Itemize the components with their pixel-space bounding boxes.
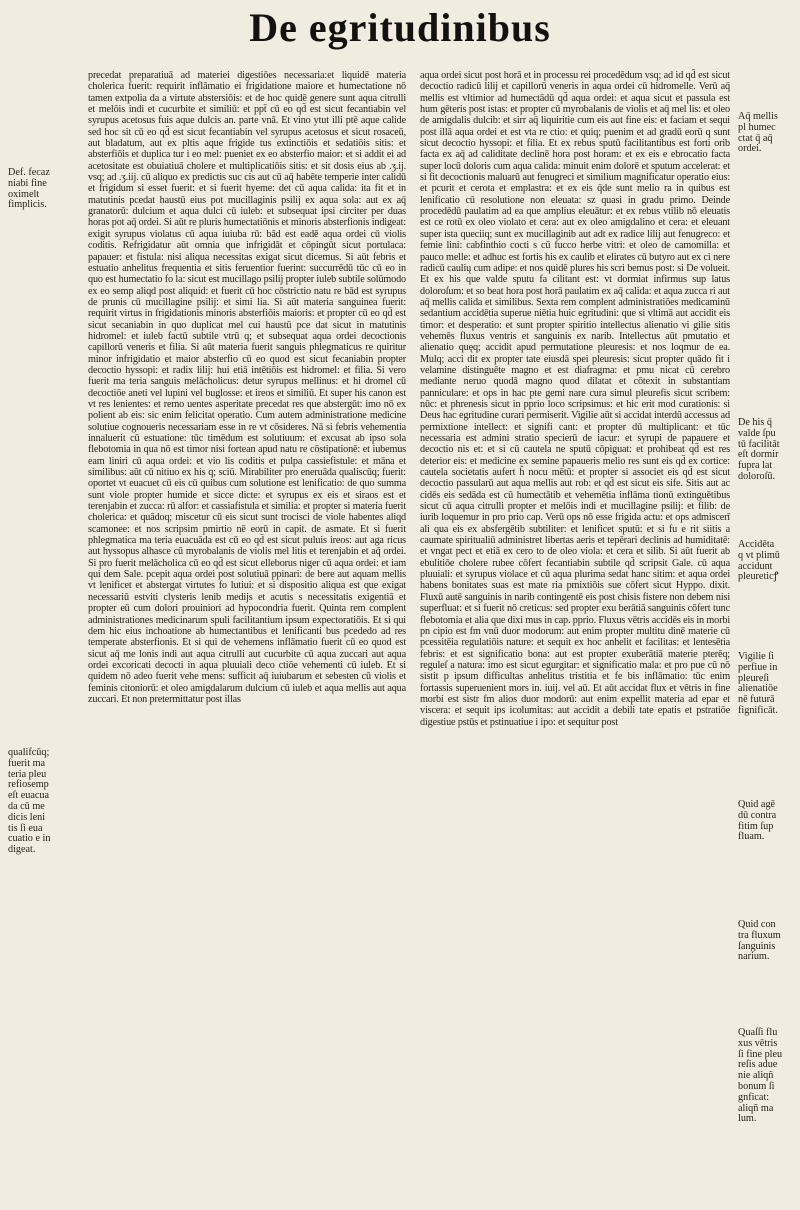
margin-line: pleureticꝭ: [738, 571, 779, 583]
margin-note-right-3: [738, 540, 798, 583]
margin-line: fignificāt.: [738, 704, 778, 716]
margin-note-right-6: [738, 920, 798, 963]
margin-line: q vt plimū: [738, 549, 780, 561]
margin-line: teria pleu: [8, 768, 47, 780]
margin-line: nē futurā: [738, 694, 775, 706]
margin-line: ſanguinis: [738, 940, 776, 952]
margin-line: pl humec: [738, 121, 776, 133]
margin-line: aliqñ ma: [738, 1102, 774, 1114]
margin-line: fuerit ma: [8, 757, 46, 769]
margin-line: accidunt: [738, 560, 773, 572]
margin-line: Quid agē: [738, 799, 776, 810]
margin-line: bonum ſi: [738, 1080, 775, 1092]
margin-line: tū facilitāt: [738, 438, 780, 450]
margin-line: niabi fine: [8, 177, 47, 189]
margin-line: nie aliqñ: [738, 1070, 774, 1082]
margin-note-left-2: [8, 748, 86, 856]
margin-line: alienatiōe: [738, 683, 778, 695]
margin-line: xus vētris: [738, 1037, 778, 1049]
margin-line: Def. fecaz: [8, 167, 50, 178]
margin-line: Vigilie ſi: [738, 651, 774, 662]
margin-note-left-1: [8, 168, 86, 211]
margin-line: fluam.: [738, 831, 765, 843]
margin-line: ctat q̄ aq̄: [738, 132, 773, 144]
text-column-left: [88, 70, 406, 1190]
margin-line: gnficat:: [738, 1091, 770, 1103]
margin-line: da cū me: [8, 800, 45, 812]
text-column-right: [420, 70, 730, 1190]
margin-line: ordei.: [738, 143, 762, 155]
margin-line: fitim ſup: [738, 820, 774, 832]
margin-note-right-4: [738, 652, 798, 717]
margin-line: Quid con: [738, 919, 776, 930]
margin-note-right-1: [738, 112, 798, 155]
margin-line: lum.: [738, 1113, 757, 1125]
margin-line: eſt euacua: [8, 790, 50, 802]
margin-line: cuatio e in: [8, 833, 51, 845]
margin-line: refiosemp: [8, 779, 49, 791]
margin-note-right-5: [738, 800, 798, 843]
margin-line: valde ſpu: [738, 427, 776, 439]
running-title: De egritudinibus: [249, 5, 551, 50]
margin-line: pleureſi: [738, 672, 770, 684]
margin-line: De his q̄: [738, 417, 772, 428]
column-right-text: aqua ordei sicut post horā et in processu rei procedēdum vsq; ad id qd̄ est sicut decoctio radicū lilij et capillorū veneris in aqua ordei cū hidromelle. Verū aq̄ mellis est vltimior ad humectādū qd̄ aqua ordei: et aqua sicut et passula est hum gēteris post istas: et propter cū myrobalanis de violis et aq̄ mel lis: et oleo de amigdalis dulcib: et sirr aq̄ liquiritie cum eis aut fine eis: et faciam et sequi post illā aqua ordei et est vta re ctio: et quiq; puenim et ad gradū eorū q sunt sicut decoctio hyssopi: et filia. Et ex rebus sputū facilitantibus est forti orib facta ex aq̄ ad caliditate declinē hora post horam: et ex eis e ebrocatio facta super locū doloris cum aqua calida: minuit enim dolorē et sputum accelerat: et si fit decoctionis maluarū aut fenugreci et similium magnificatur operatio eius: et pcurit et cerota et emplastra: et ex eis q̄de sunt melio ra in quibus est lenificatio cū resolutione non eleuata: sz quasi in gradu primo. Deinde procedēdū paulatim ad ea que amplius eleuātur: et ex rebus vtilib nō eleuatis est ce rotū ex oleo violato et cera: aut ex oleo amigdalino et cera: et eleuant super ista queciiq; sunt ex mucillaginib aut adt ex radice lilij aut fenugreco: et femie lini: cabfinthio cocti s cū fucco herbe vitri: et oleo de camomilla: et pauco melle: et adhuc est fortis his ex caulib et elirates cū butyro aut ex ci nere radicū caulių cum adipe: et nos quidē plures his scri bemus post: si De volueit. Et ex his que valde sputu fa cilitant est: vt dormiat infirmus sup latus doloroſum: et so beat hora post horā paulatim ex aq̄ calida: et aqua zucca ri aut aq̄ mellis calida et similibus. Sexta rem complent administratiōes medicaminū sedantium accidētia superue niētia huic egritudini: que si vltimā aut accidit eis timor: et desperatio: et sunt propter spiritio intellectus alienatio vi gilie sitis vehemēs fluxus ventris et sanguinis ex narib. Intellectus aūt pmutatio et alienatio quęq; accidit apud permutatione pleuresis: et nos loqmur de ea. Mulq; acci dit ex propter tate eiusdā spei pleuresis: sicut propter quādo fit i velamine distinguēte magno et est diafragma: et pmu nicat cū cerebro mediante neruo quodā magno quod dilatat et cōtexit in substantiam panniculare: et ops in hac pte gemi nare cura simul pleurefis sicut scribem: nūc: et phrenesis sicut in pprio loco scripsimus: et hic erit mod curationis: si Deus hac egritudine curari permiserit. Vigilie aūt si accidat interdū accessus ad permixtione intellect: et signifi cant: et propter dū multiplicant: et tūc necessaria est admini stratio specierū de iacur: et syrupi de papauere et decoctio nis et: et si cū cautela ne sputū cōpiguat: et prohibeat qd̄ est res deterior eis: et medicine ex semine papaueris melio res sunt eis qd̄ ex cortice: cautela societatis aufert ĥ nocu mētū: et propter si associet eis qd̄ est sicut decoctio passularū aut aqua mellis aut rob: et qd̄ est sicut eis sife. Sitis aut ac cidēs eis sedāda est cū humectātib et vehemētia inflāma tionū extinguētibus sicut cū aqua citrulli propter et melōis indi et mucillagine psilij: et filib: de iurib loquemur in pro prio cap. Verū ops nō esse frigida actu: et ops admiscerī ali qua eis ex absfergētib subtiliter: et lenificet sputū: et si fu e rit siitis a caumate spiritualiū administret libertas aeris et tepērari declinis ad humiditatē: et vngat pect et etiā ex cero to de oleo viola: et cera et silib. Si aūt fuerit ab ebulitiōe cholere rubee cōfert fecantiabin subtile qd̄ scripsit Gale. cū aqua pluuiali: et syrupus violace et cū aqua plurima sedat hanc sitim: et aqua ordei habens bonitates suas est mate ria pmixtiōis sue cōfert sicut Hyppo. dixit. Fluxū autē sanguinis in narib contingentē eis post chisis fistere non debem nisi superfluat: et si fuerit nō creticus: sed propter exu berātiā sanguinis cōfert tunc flebotomia et alia que dixi mus in cap. pprio. Fluxus vētris accidēs eis in morbi pn cipio est fm vnū duor modorum: aut enim propter multitu dinē materie cū pcessitēia regulatiōis nature: et sequit ex hoc anhelit et facilitas: et lentesētia febris: et est significatio bona: aut est propter exuberātiā materie pterēq; reguleſ a natura: imo est sicut egurgitar: et significatio mala: et pro pue cū nō sistit p ipsum difficultas anhelitus tristitia et fe bis inflāmatio: tūc enim fortassis superuenient mors in. iuij. vel aū. Et aūt accidat flux et vētris in fine morbi est sistr fm alios duor modorū: aut enim expellit materia ad epar et viscera: et sequit ips icolumitas: aut accidit a debili tate epatis et pstratiōe digestiue pstūs et pstinuatiue i ipo: et sequitur post: [420, 70, 730, 728]
margin-line: tis ſi eua: [8, 822, 43, 834]
margin-line: perfiue in: [738, 661, 778, 673]
margin-line: narium.: [738, 951, 770, 963]
margin-line: eſt dormir: [738, 449, 779, 461]
margin-line: dicis leni: [8, 811, 46, 823]
margin-line: doloroſū.: [738, 470, 776, 482]
margin-note-right-2: [738, 418, 798, 483]
margin-note-right-7: [738, 1028, 798, 1125]
margin-line: fimplicis.: [8, 199, 47, 211]
column-left-text: precedat preparatiuā ad materiei digestiōes necessaria:et liquidē materia cholerica fuerit: requirit inflāmatio ei frigidatione maiore et humectatione nō tamen extpolia da a virtute abstersiōis: et de hoc quidē genere sunt aqua citrulli et melōis indi et cucurbite et similiū: et ppt̄ cū eo qd̄ est sicut fecantiabin vel syrupus acetosus fuis aque dulcis an. parte vnā. Et vino ytut illi ptē aque calide sed hoc sit cū eo qd̄ est sicut fecantiabin vel syrupus acetosus et sicut rosaceū, aut bladatum, aut ex pltis aque frigide tus extinctiōis et sedatiōis sitis: et absterfiōis et duplica tur i eo mel: pueniet ex eo absterfio maior: et si addit ei ad acetositate est obuiatiuā cholere et multiplicatiōis sitis: et sit dosis eius ab .ʒ.ij. vsq; ad .ʒ.iij. cū aliquo ex predictis suc cis aut cū aq̄ habēte temperie inter calidū et frigidum si esset fuerit: et si fuerit hyeme: det cū aqua calida: ita fit et in matutinis pcedat haustū eius pot mucillaginis psilij ex aqua sola: aut ex aq̄ granatorū: dulcium et aqua dulci cū iuleb: et subsequat ipsi circiter per duas horas pot aq̄ ordei. Si aūt re pluris humectatiōnis et minoris absterfionis indigeat: exigit syrupus violatus cū aqua iuiuba rū: bād est eadē aqua ordei cū violis coditis. Refrigidatur aūt omnia que infrigidāt et cōpingūt sicut portulaca: papauer: et fistula: nisi aliqua necessitas exigat sicut dicemus. Si aūt febris et estuatio anhelitus frequentia et sitis feruentior fuerint: succurrēdū tūc cū eo in quo est humectatio fo la: sicut est mucillago psilij propter iuleb subtile solūmodo ex eo semp aliqd post aliquid: et fuerit cū hoc cōstrictio natu re bād est syrupus de prunis cū mucillagine psilij: et simi lia. Si aūt materia sanguinea fuerit: requirit virtus in frigidationis minoris absterfiōis maioris: et propter cū eo qd̄ est sicut secaniabin in quo duplicat mel cui haustū pce dat sicut in matutinis hidromel: et iuleb factū subtile vtrū q; et subsequat aqua ordei decoctionis capillorū veneris et filia. Si aūt materia fuerit sanguis phlegmaticus re quiritur minor infrigidatio et maior absterfio cū eo quod est sicut fecaniabin propter decoctio hyssopi: et radix lilij: hui etiā intētiōis est hidromel: et filia. Si vero fuerit ma teria sanguis melācholicus: detur syrupus mellinus: et hi dromel cū decoctiōe aneti vel lupini vel buglosse: et ireos et similiū. Et super his canon est vt res lenientes: et remo uentes asperitate precedat res que abstergūt: imo nō ex polient ab eis: sic enim felicitat operatio. Cum autem administratione medicine solutiue cognoueris necessariam esse in re vt cōsideres. Nā si febris vehementia innaluerit cū estuatione: tūc timēdum est solutiuum: et excusat ab ipso sola flebotomia in qua nō est timor nisi fortean apud natu re cōstipationē: et iubemus eam liniri cū aqua ordei: et vio lis coditis et pulpa cassiefistule: et māna et similibus: aūt cū nitiuo ex his q; sciū. Mirabiliter pro eneruāda qualiscūq; fuerit: oportet vt euacuet cū eis cū quibus cum solutione est lenificatio: de quo summa sunt viole propter humide et sicce dicte: et syrupus ex eis et siraos est et terenjabin et zucca: rū alfor: et cassiafistula et similia: et propter si materia fuerit cholerica: et quādoq; miscetur cū eis sicut sunt trocisci de viole habentes aliqd scamonee: et nos scripsim pmirtio nē eorū in capit. de asmate. Et si fuerit phlegmatica ma teria euacuāda est cū eo qd̄ est sicut puluis ireos: aut aga ricus aut hyssopus alhasce cū myrobalanis de violis mel litis et terenjabin et aq̄ ordei. Si pro fuerit melācholica cū eo qd̄ est sicut elleborus niger cū aqua ordei: et iam qui dem Sale. pcepit aqua ordei post solutiuā ppinari: de bere aut aquam mellis vt lenificet et abstergat virtutes fo lutiui: et si dispositio aliqua est que exigat necessariū estviti clysteris lenib medijs et acutis s necessitatis exigentiā et propter eū cum dolori prouiniori ad hypocondria fuerit. Quinta rem complent administrationes medicinarum spuli facilitantium ipsum expectoratiōis. Et si qui dem hic eius inchoatione ab humectantibus et lenificanti bus pcededo ad res temperate absterfionis. Et si qui de vehemens inflāmatio fuerit cū eo quod est sicut aq̄ me lonis indi aut aqua citrulli aut cucurbite cū aqua zuccari aut aqua ordei excoricati decocti in aqua pluuiali deco ctiōe vehementi cū iuleb. Et si quidem nō adeo fuerit vehe mens: sufficit aq̄ iuiubarum et sebesten cū violis et feminis citoniorū: et oleo amigdalarum dulcium cū iuleb et aqua mellis aut aqua zuccari. Et non pretermittatur post illas: [88, 70, 406, 705]
margin-line: reſis adue: [738, 1059, 778, 1071]
margin-line: ſi fine pleu: [738, 1048, 783, 1060]
margin-line: Accidēta: [738, 539, 775, 550]
margin-line: digeat.: [8, 844, 36, 856]
margin-line: Quaſſi flu: [738, 1027, 778, 1038]
margin-line: dū contra: [738, 809, 777, 821]
margin-line: oximelt: [8, 188, 40, 200]
margin-line: qualifcūq;: [8, 747, 50, 758]
margin-line: fupra lat: [738, 460, 773, 472]
margin-line: Aq̄ mellis: [738, 111, 778, 122]
margin-line: tra fluxum: [738, 929, 781, 941]
